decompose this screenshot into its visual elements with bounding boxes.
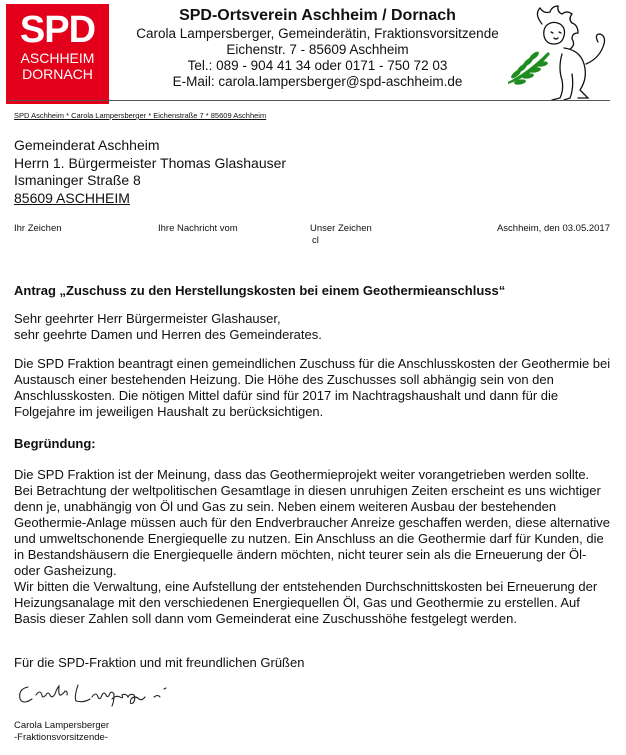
letterhead-line4: E-Mail: carola.lampersberger@spd-aschheim.de	[172, 74, 463, 89]
signature-name: Carola Lampersberger	[14, 720, 110, 731]
ref-ihr-zeichen: Ihr Zeichen	[14, 223, 62, 234]
ref-date: Aschheim, den 03.05.2017	[496, 223, 610, 234]
recipient-line3: Ismaninger Straße 8	[14, 172, 141, 188]
letter-subject: Antrag „Zuschuss zu den Herstellungskosten bei einem Geothermieanschluss“	[14, 283, 506, 298]
lion-emblem-icon	[502, 4, 614, 104]
salutation-line1: Sehr geehrter Herr Bürgermeister Glashauser,	[14, 311, 281, 326]
signature-block	[14, 720, 109, 744]
letterhead-title: SPD-Ortsverein Aschheim / Dornach	[179, 7, 456, 24]
handwritten-signature	[14, 677, 184, 711]
salutation	[14, 311, 611, 343]
ref-ihre-nachricht: Ihre Nachricht vom	[158, 223, 238, 234]
letterhead-line2: Eichenstr. 7 - 85609 Aschheim	[226, 42, 409, 57]
recipient-line4: 85609 ASCHHEIM	[14, 189, 130, 206]
letterhead-line3: Tel.: 089 - 904 41 34 oder 0171 - 750 72 03	[187, 58, 448, 73]
paragraph-antrag: Die SPD Fraktion beantragt einen gemeindlichen Zuschuss für die Anschlusskosten der Geothermie bei Austausch einer bestehenden Heizung. Die Höhe des Zuschusses soll abhängig sein von den Anschlusskosten. Die nötigen Mittel dafür sind für 2017 im Nachtragshaushalt und dann für die Folgejahre im jeweiligen Haushalt zu berücksichtigen.	[14, 356, 611, 419]
recipient-line2: Herrn 1. Bürgermeister Thomas Glashauser	[14, 154, 287, 171]
begruendung-heading: Begründung:	[14, 436, 96, 451]
salutation-line2: sehr geehrte Damen und Herren des Gemeinderates.	[14, 327, 322, 342]
signature-role: -Fraktionsvorsitzende-	[14, 732, 108, 743]
ref-unser-zeichen-value: cl	[312, 235, 319, 246]
ref-unser-zeichen	[310, 223, 372, 247]
logo-line1: ASCHHEIM	[20, 50, 95, 66]
logo-line2: DORNACH	[22, 66, 93, 82]
spd-logo	[6, 4, 109, 104]
paragraph-begruendung: Die SPD Fraktion ist der Meinung, dass das Geothermieprojekt weiter vorangetrieben werden sollte. Bei Betrachtung der weltpolitischen Gesamtlage in diesen unruhigen Zeiten erscheint es uns wichtiger denn je, unabhängig von Öl und Gas zu sein. Neben einem weiteren Ausbau der bestehenden Geothermie-Anlage müssen auch für den Endverbraucher Anreize geschaffen werden, diese alternative und umweltschonende Energiequelle zu nutzen. Ein Anschluss an die Geothermie darf für Kunden, die in Bestandshäusern die Energiequelle ändern möchten, nicht teurer sein als die Erneuerung der Öl- oder Gasheizung.	[14, 467, 610, 578]
header-divider	[8, 100, 610, 101]
recipient-address	[14, 137, 286, 207]
ref-unser-zeichen-label: Unser Zeichen	[310, 223, 372, 234]
paragraph-verwaltung: Wir bitten die Verwaltung, eine Aufstellung der entstehenden Durchschnittskosten bei Erneuerung der Heizungsanalage mit den verschiedenen Energiequellen Öl, Gas und Geothermie zu erstellen. Auf Basis dieser Zahlen soll dann vom Gemeinderat eine Zuschusshöhe festgelegt werden.	[14, 579, 598, 626]
sender-line: SPD Aschheim * Carola Lampersberger * Eichenstraße 7 * 85609 Aschheim	[14, 111, 267, 120]
logo-party: SPD	[19, 9, 96, 51]
closing-line: Für die SPD-Fraktion und mit freundlichen Grüßen	[14, 655, 305, 670]
letterhead	[120, 6, 515, 90]
recipient-line1: Gemeinderat Aschheim	[14, 137, 160, 153]
letterhead-line1: Carola Lampersberger, Gemeinderätin, Fraktionsvorsitzende	[136, 26, 499, 41]
